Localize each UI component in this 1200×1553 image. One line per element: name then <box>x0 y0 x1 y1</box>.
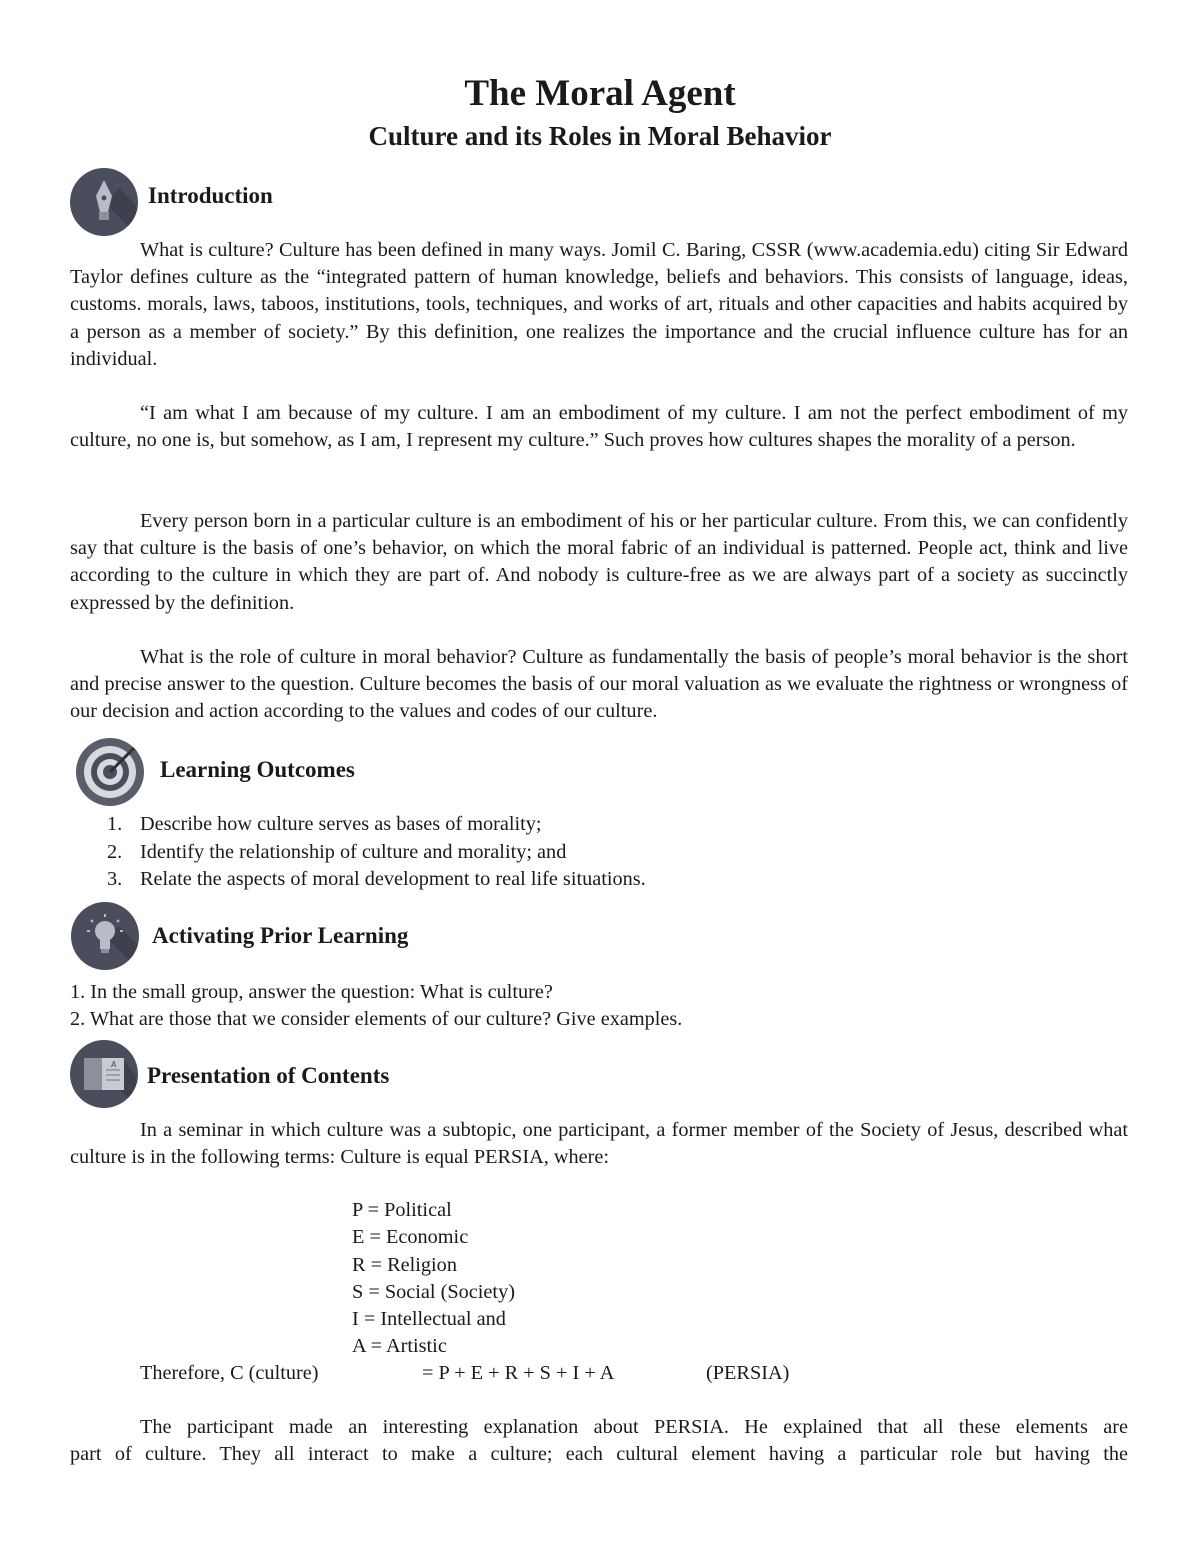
persia-item: A = Artistic <box>352 1335 447 1357</box>
intro-paragraph-3: Every person born in a particular culture is an embodiment of his or her particular culture. From this, we can confidently say that culture is the basis of one’s behavior, on which the moral fabric of an individual is patterned. People act, think and live according to the culture in which they are part of. And nobody is culture-free as we are always part of a society as succinctly expressed by the definition. <box>70 510 1128 614</box>
learning-outcomes-heading: Learning Outcomes <box>160 757 355 782</box>
formula-left: Therefore, C (culture) <box>140 1362 319 1384</box>
presentation-paragraph: In a seminar in which culture was a subtopic, one participant, a former member of the Society of Jesus, described what culture is in the following terms: Culture is equal PERSIA, where: <box>70 1119 1128 1169</box>
list-item: 2. What are those that we consider elements of our culture? Give examples. <box>70 1008 683 1030</box>
closing-line-1: The participant made an interesting explanation about PERSIA. He explained that all these elements are <box>140 1416 1128 1438</box>
list-item: 1. In the small group, answer the question: What is culture? <box>70 981 553 1003</box>
prior-learning-heading: Activating Prior Learning <box>152 923 409 948</box>
formula-right: (PERSIA) <box>706 1362 790 1384</box>
list-item: Identify the relationship of culture and morality; and <box>140 841 567 863</box>
formula-middle: = P + E + R + S + I + A <box>422 1362 615 1384</box>
presentation-heading: Presentation of Contents <box>147 1063 390 1088</box>
list-item-number: 1. <box>107 813 123 835</box>
persia-item: I = Intellectual and <box>352 1308 506 1330</box>
persia-item: R = Religion <box>352 1254 457 1276</box>
book-icon <box>70 1040 138 1108</box>
page-subtitle: Culture and its Roles in Moral Behavior <box>368 121 832 151</box>
list-item-number: 3. <box>107 868 123 890</box>
svg-text:A: A <box>111 1060 117 1069</box>
target-icon <box>76 738 144 806</box>
intro-paragraph-1: What is culture? Culture has been defined in many ways. Jomil C. Baring, CSSR (www.academia.edu) citing Sir Edward Taylor defines culture as the “integrated pattern of human knowledge, beliefs and behaviors. This consists of language, ideas, customs. morals, laws, taboos, institutions, tools, techniques, and works of art, rituals and other capacities and habits acquired by a person as a member of society.” By this definition, one realizes the importance and the crucial influence culture has for an individual. <box>70 239 1128 370</box>
closing-line-2: part of culture. They all interact to make a culture; each cultural element having a particular role but having the <box>70 1443 1128 1465</box>
pen-nib-icon <box>70 168 138 236</box>
list-item-number: 2. <box>107 841 123 863</box>
persia-item: E = Economic <box>352 1226 469 1248</box>
intro-paragraph-2: “I am what I am because of my culture. I am an embodiment of my culture. I am not the perfect embodiment of my culture, no one is, but somehow, as I am, I represent my culture.” Such proves how cultures shapes the morality of a person. <box>70 402 1128 452</box>
page-title: The Moral Agent <box>464 73 736 114</box>
list-item: Describe how culture serves as bases of morality; <box>140 813 542 835</box>
introduction-heading: Introduction <box>148 183 273 208</box>
persia-item: S = Social (Society) <box>352 1281 515 1303</box>
lightbulb-icon <box>71 902 139 970</box>
list-item: Relate the aspects of moral development to real life situations. <box>140 868 646 890</box>
persia-item: P = Political <box>352 1199 452 1221</box>
intro-paragraph-4: What is the role of culture in moral behavior? Culture as fundamentally the basis of people’s moral behavior is the short and precise answer to the question. Culture becomes the basis of our moral valuation as we evaluate the rightness or wrongness of our decision and action according to the values and codes of our culture. <box>70 646 1128 723</box>
